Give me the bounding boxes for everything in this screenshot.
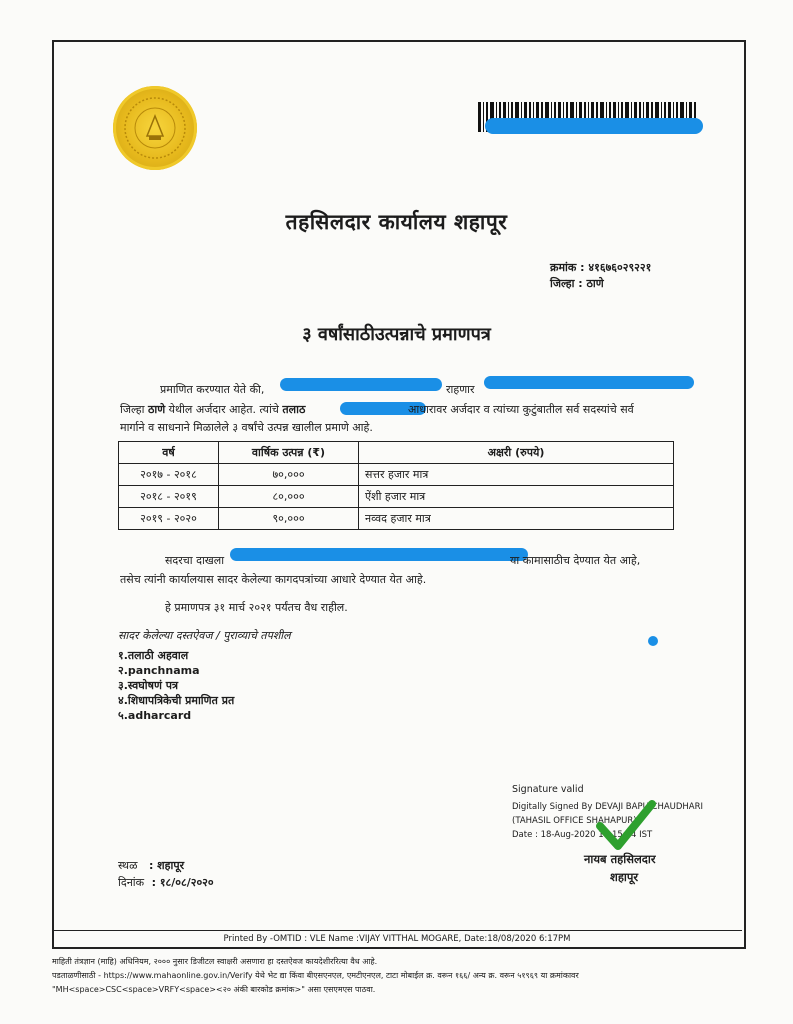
para1-district: ठाणे (147, 403, 166, 416)
signature-designation: नायब तहसिलदार (584, 852, 656, 866)
jilha-row (550, 276, 604, 291)
words-cell: ऐंशी हजार मात्र (359, 486, 674, 508)
signature-line2: (TAHASIL OFFICE SHAHAPUR) (512, 816, 637, 826)
para2-line2: तसेच त्यांनी कार्यालयास सादर केलेल्या कागदपत्रांच्या आधारे देण्यात येत आहे. (120, 573, 427, 586)
para1-text-e: आधारावर अर्जदार व त्यांच्या कुटुंबातील सर्व सदस्यांचे सर्व (408, 403, 634, 416)
para1-line3: मार्गाने व साधनाने मिळालेले ३ वर्षांचे उत्पन्न खालील प्रमाणे आहे. (120, 421, 373, 434)
para1-text-c: येथील अर्जदार आहेत. त्यांचे (168, 403, 279, 416)
year-cell: २०१९ - २०२० (119, 508, 219, 530)
para1-text-jilha: जिल्हा (120, 403, 145, 416)
income-cell: ७०,००० (219, 464, 359, 486)
table-row (119, 464, 674, 486)
page-title: तहसिलदार कार्यालय शहापूर (285, 210, 508, 234)
income-cell: ९०,००० (219, 508, 359, 530)
footer-line1: माहिती तंत्रज्ञान (माहि) अधिनियम, २००० नुसार डिजीटल स्वाक्षरी असणारा हा दस्तऐवज कायदेशीररित्या वैध आहे. (52, 957, 378, 966)
place-label: स्थळ (118, 859, 138, 872)
para2-text-a: सदरचा दाखला (165, 554, 225, 567)
signature-valid: Signature valid (512, 784, 584, 795)
footer-line2: पडताळणीसाठी - https://www.mahaonline.gov.in/Verify येथे भेट द्या किंवा बीएसएनएल, एमटीएनएल, टाटा मोबाईल क्र. वरून १६६/ अन्य क्र. वरून ५१९६९ या क्रमांकावर (52, 971, 579, 980)
blue-dot (648, 636, 658, 646)
table-row (119, 486, 674, 508)
redaction-mark (484, 376, 694, 389)
krmank-row (550, 260, 651, 275)
words-cell: सत्तर हजार मात्र (359, 464, 674, 486)
signature-line3: Date : 18-Aug-2020 18:15:24 IST (512, 830, 653, 840)
income-table (118, 441, 674, 530)
jilha-label: जिल्हा : (550, 277, 583, 290)
list-item: ३.स्वघोषणं पत्र (118, 679, 179, 692)
column-header: वर्ष (119, 442, 219, 464)
krmank-value: ४१६७६०२९२२१ (588, 261, 652, 274)
words-cell: नव्वद हजार मात्र (359, 508, 674, 530)
place-value: : शहापूर (148, 859, 185, 872)
list-item: ५.adharcard (118, 709, 192, 722)
list-item: २.panchnama (118, 664, 200, 677)
para1-text-a: प्रमाणित करण्यात येते की, (160, 383, 265, 396)
validity-text: हे प्रमाणपत्र ३१ मार्च २०२१ पर्यंतच वैध राहील. (165, 601, 348, 614)
date-label: दिनांक (118, 876, 145, 889)
para1-text-talathi: तलाठ (282, 403, 306, 416)
table-header-row (119, 442, 674, 464)
docs-heading: सादर केलेल्या दस्तऐवज / पुराव्याचे तपशील (118, 629, 291, 642)
signature-line1: Digitally Signed By DEVAJI BAPU CHAUDHARI (512, 802, 704, 812)
para1-line2 (120, 402, 305, 417)
column-header: अक्षरी (रुपये) (359, 442, 674, 464)
redaction-mark (230, 548, 528, 561)
date-row (118, 875, 214, 890)
para2-text-b: या कामासाठीच देण्यात येत आहे, (510, 554, 641, 567)
date-value: : १८/०८/२०२० (151, 876, 214, 889)
list-item: १.तलाठी अहवाल (118, 649, 189, 662)
year-cell: २०१७ - २०१८ (119, 464, 219, 486)
list-item: ४.शिधापत्रिकेची प्रमाणित प्रत (118, 694, 235, 707)
income-cell: ८०,००० (219, 486, 359, 508)
jilha-value: ठाणे (586, 277, 604, 290)
redaction-mark (280, 378, 442, 391)
certificate-title: ३ वर्षांसाठीउत्पन्नाचे प्रमाणपत्र (302, 324, 491, 345)
redaction-mark (485, 118, 703, 134)
year-cell: २०१८ - २०१९ (119, 486, 219, 508)
checkmark-icon (596, 798, 656, 854)
column-header: वार्षिक उत्पन्न (₹) (219, 442, 359, 464)
para1-text-b: राहणार (446, 383, 475, 396)
government-seal-icon (113, 86, 197, 170)
krmank-label: क्रमांक : (550, 261, 585, 274)
footer-line3: "MH<space>CSC<space>VRFY<space><२० अंकी बारकोड क्रमांक>" असा एसएमएस पाठवा. (52, 985, 376, 994)
place-row (118, 858, 184, 873)
table-row (119, 508, 674, 530)
printed-by: Printed By -OMTID : VLE Name :VIJAY VITTHAL MOGARE, Date:18/08/2020 6:17PM (52, 930, 742, 947)
signature-office: शहापूर (610, 870, 639, 884)
